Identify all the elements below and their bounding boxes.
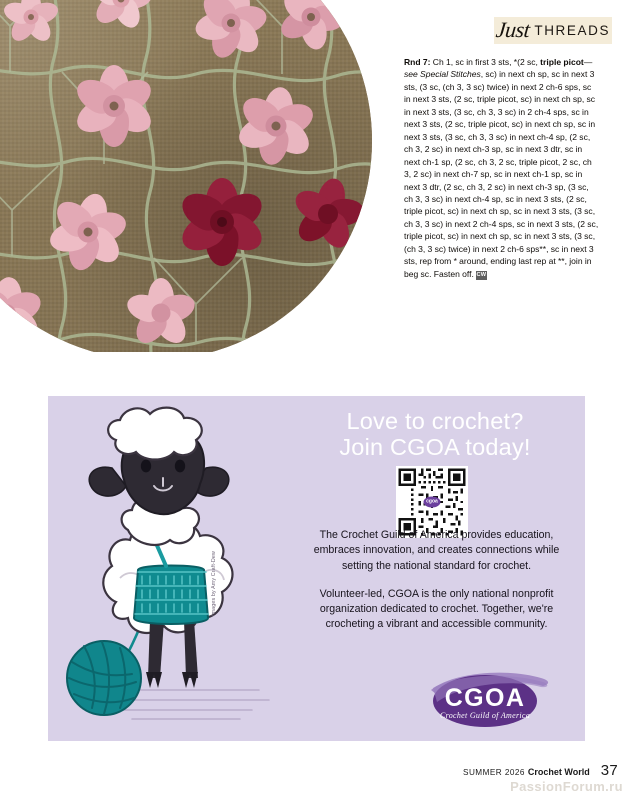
crochet-flower xyxy=(230,80,322,172)
instructions-part-2: , sc) in next ch sp, sc in next 3 sts, (3 sc, (ch 3, 3 sc) twice) in next 2 ch-6 sps, sc in next 3 sts, (2 sc, triple picot, sc) in next ch sp, sc in next 3 sts, (3 sc, ch 3, 3 sc) in 2 ch-4 sps, sc in next 3 sts, (2 sc, triple picot, sc) in next ch sp, sc in next 3 sts, (3 sc, ch 3, 3 sc) in next ch-4 sp, (2 sc, ch 3, 2 sc) in next ch-3 sp, sc in next 3 dtr, sc in next ch-1 sp, (2 sc, ch 3, 2 sc, triple picot, 2 sc, ch 3, 2 sc) in next ch-7 sp, sc in next ch-1 sp, sc in next 3 dtr, (2 sc, ch 3, 2 sc) in next ch-3 sp, (3 sc, ch 3, 3 sc) in next ch-4 sp, sc in next 3 sts, (2 sc, triple picot, sc) in next ch sp, sc in next 3 sts, (3 sc, ch 3, 3 sc) in next 2 ch-4 sps, sc in next 3 sts, (2 sc, triple picot, sc) in next ch sp, sc in next 3 sts, (3 sc, (ch 3, 3 sc) twice) in next 2 ch-6 sps**, sc in next 3 sts, rep from * around, ending last rep at **, join in beg sc. Fasten off. xyxy=(404,69,599,279)
site-watermark: PassionForum.ru xyxy=(510,779,623,794)
qr-center-logo: cgoa xyxy=(424,497,441,508)
page-footer xyxy=(0,762,618,780)
cgoa-logo-text: CGOA xyxy=(444,684,526,712)
em-dash: — xyxy=(583,57,593,67)
ad-headline xyxy=(295,408,575,460)
crochet-work xyxy=(134,566,208,625)
triple-picot-term: triple picot xyxy=(540,57,584,67)
ad-body-copy xyxy=(298,528,575,633)
crochet-lace-photo xyxy=(0,0,372,352)
threads-word: THREADS xyxy=(534,23,611,38)
crochet-flower xyxy=(120,272,202,352)
crochet-flower xyxy=(66,58,162,154)
ad-paragraph-2: Volunteer-led, CGOA is the only national nonprofit organization dedicated to crochet. Together, we're crocheting a vibrant and accessible community. xyxy=(319,587,554,631)
pattern-instructions xyxy=(404,56,600,280)
instructions-part-1: Ch 1, sc in first 3 sts, *(2 sc, xyxy=(430,57,541,67)
cgoa-advertisement[interactable] xyxy=(48,396,585,741)
crochet-flower xyxy=(42,186,134,278)
photo-disc xyxy=(0,0,372,352)
ad-headline-line2: Join CGOA today! xyxy=(339,434,531,460)
ad-paragraph-1: The Crochet Guild of America provides education, embraces innovation, and creates connections while setting the national standard for crochet. xyxy=(313,529,560,572)
crochet-flower-burgundy xyxy=(286,172,370,256)
cgoa-logo xyxy=(423,668,551,730)
crochet-world-badge-icon: CW xyxy=(476,271,487,278)
just-threads-header xyxy=(494,17,612,44)
page-number: 37 xyxy=(600,762,618,779)
just-word: Just xyxy=(494,16,531,42)
yarn-ball-icon xyxy=(67,641,141,715)
photo-credit: Images by Amy Craft-Dew xyxy=(211,551,217,616)
crochet-flower-burgundy xyxy=(170,170,274,274)
magazine-title: Crochet World xyxy=(527,767,590,777)
issue-season: SUMMER 2026 xyxy=(463,768,525,777)
round-label: Rnd 7: xyxy=(404,57,431,67)
cgoa-logo-tagline: Crochet Guild of America xyxy=(439,711,531,720)
sheep-head-wool xyxy=(108,408,202,460)
ad-headline-line1: Love to crochet? xyxy=(346,408,524,434)
sheep-illustration xyxy=(54,406,294,736)
special-stitches-ref: see Special Stitches xyxy=(404,69,481,80)
